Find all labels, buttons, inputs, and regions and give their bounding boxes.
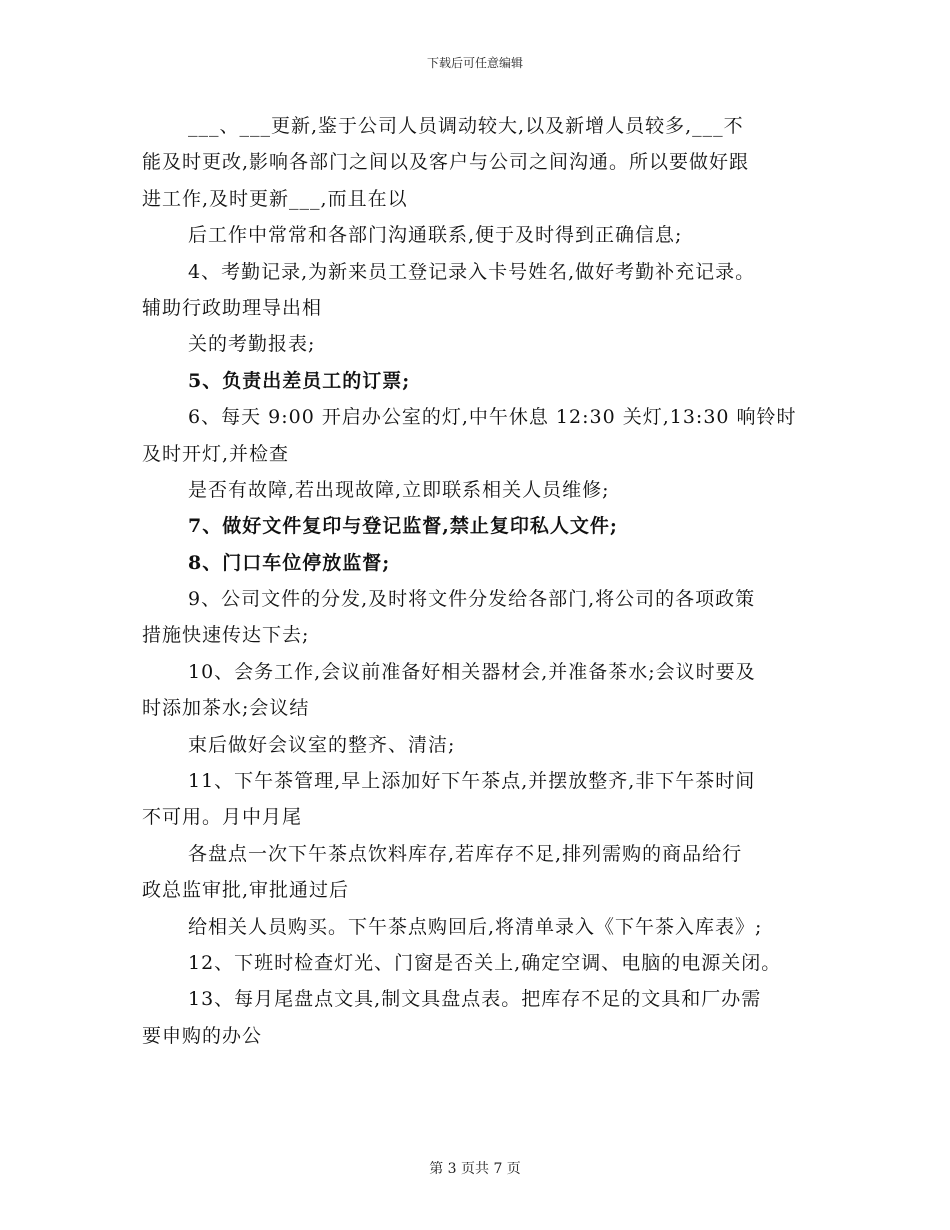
text-line: 措施快速传达下去; <box>142 624 310 647</box>
page-footer: 第 3 页共 7 页 <box>429 1161 521 1177</box>
text-line: 9、公司文件的分发,及时将文件分发给各部门,将公司的各项政策 <box>188 588 756 611</box>
text-line: 及时开灯,并检查 <box>142 442 290 465</box>
text-line: 13、每月尾盘点文具,制文具盘点表。把库存不足的文具和厂办需 <box>188 988 762 1011</box>
text-line: 5、负责出差员工的订票; <box>188 369 411 392</box>
text-line: 关的考勤报表; <box>188 333 316 356</box>
text-line: 4、考勤记录,为新来员工登记录入卡号姓名,做好考勤补充记录。 <box>188 260 756 283</box>
text-line: 8、门口车位停放监督; <box>188 551 391 574</box>
text-line: 能及时更改,影响各部门之间以及客户与公司之间沟通。所以要做好跟 <box>142 151 750 174</box>
text-line: 给相关人员购买。下午茶点购回后,将清单录入《下午茶入库表》; <box>188 915 763 938</box>
text-line: 不可用。月中月尾 <box>142 806 303 829</box>
text-line: 11、下午茶管理,早上添加好下午茶点,并摆放整齐,非下午茶时间 <box>188 770 756 793</box>
text-line: 进工作,及时更新___,而且在以 <box>142 187 408 210</box>
text-line: 7、做好文件复印与登记监督,禁止复印私人文件; <box>188 515 618 538</box>
text-line: 束后做好会议室的整齐、清洁; <box>188 733 456 756</box>
text-line: 6、每天 9:00 开启办公室的灯,中午休息 12:30 关灯,13:30 响铃时 <box>188 406 797 429</box>
text-line: 政总监审批,审批通过后 <box>142 879 350 902</box>
text-line: 12、下班时检查灯光、门窗是否关上,确定空调、电脑的电源关闭。 <box>188 951 782 974</box>
text-line: 辅助行政助理导出相 <box>142 296 323 319</box>
page-header: 下载后可任意编辑 <box>426 56 523 70</box>
text-line: 各盘点一次下午茶点饮料库存,若库存不足,排列需购的商品给行 <box>188 842 743 865</box>
text-line: 10、会务工作,会议前准备好相关器材会,并准备茶水;会议时要及 <box>188 660 756 683</box>
text-line: 是否有故障,若出现故障,立即联系相关人员维修; <box>188 478 610 501</box>
text-line: 要申购的办公 <box>142 1024 263 1047</box>
text-line: 后工作中常常和各部门沟通联系,便于及时得到正确信息; <box>188 224 683 247</box>
document-body <box>142 108 822 1054</box>
text-line: ___、___更新,鉴于公司人员调动较大,以及新增人员较多,___不 <box>188 115 744 137</box>
text-line: 时添加茶水;会议结 <box>142 697 310 720</box>
